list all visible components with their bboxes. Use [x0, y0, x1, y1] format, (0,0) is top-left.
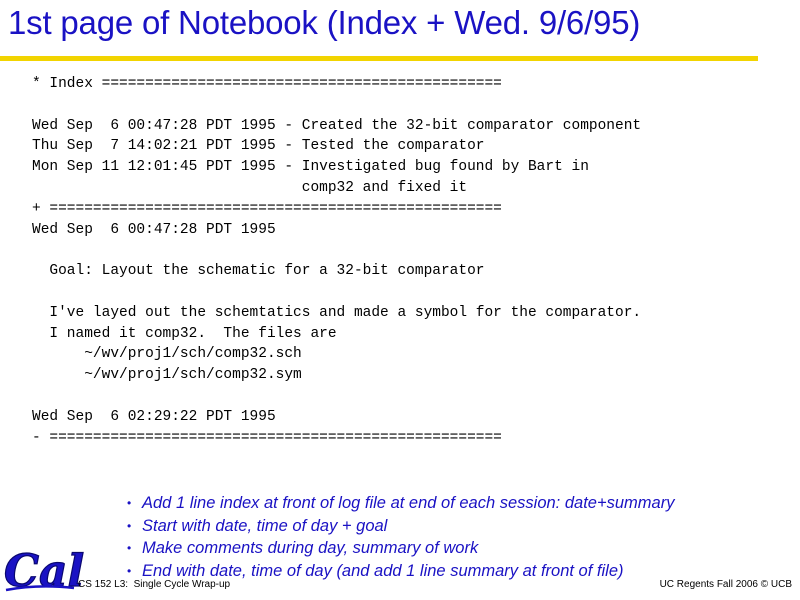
notebook-line: Wed Sep 6 00:47:28 PDT 1995 - Created the 32-bit comparator component [32, 117, 642, 134]
bullet-item: • Start with date, time of day + goal [127, 515, 674, 538]
notebook-text [32, 74, 641, 448]
bullet-item: • Make comments during day, summary of work [127, 537, 674, 560]
bullet-item: • End with date, time of day (and add 1 line summary at front of file) [127, 560, 674, 583]
footer-course: CS 152 L3: Single Cycle Wrap-up [78, 579, 231, 590]
bullet-item: • Add 1 line index at front of log file at end of each session: date+summary [127, 492, 674, 515]
notebook-line: + ==================================================== [32, 200, 502, 217]
notebook-line: Wed Sep 6 02:29:22 PDT 1995 [32, 408, 276, 425]
notebook-line: - ==================================================== [32, 429, 502, 446]
slide-title: 1st page of Notebook (Index + Wed. 9/6/95) [8, 4, 641, 41]
cal-logo-text: Cal [4, 546, 85, 597]
notebook-line: * Index ============================================== [32, 76, 502, 92]
notebook-line: Goal: Layout the schematic for a 32-bit comparator [32, 263, 485, 280]
notebook-line: comp32 and fixed it [32, 179, 468, 196]
bullet-list [127, 492, 674, 582]
notebook-line: I named it comp32. The files are [32, 325, 337, 342]
notebook-line: Wed Sep 6 00:47:28 PDT 1995 [32, 221, 276, 238]
cal-logo-icon [2, 538, 85, 597]
notebook-line: Thu Sep 7 14:02:21 PDT 1995 - Tested the comparator [32, 138, 485, 155]
notebook-line: Mon Sep 11 12:01:45 PDT 1995 - Investigated bug found by Bart in [32, 159, 589, 176]
footer-copyright: UC Regents Fall 2006 © UCB [659, 579, 792, 590]
notebook-line: I've layed out the schemtatics and made a symbol for the comparator. [32, 304, 642, 321]
title-underline [0, 56, 758, 61]
notebook-line: ~/wv/proj1/sch/comp32.sch [32, 346, 302, 363]
notebook-line: ~/wv/proj1/sch/comp32.sym [32, 367, 302, 384]
